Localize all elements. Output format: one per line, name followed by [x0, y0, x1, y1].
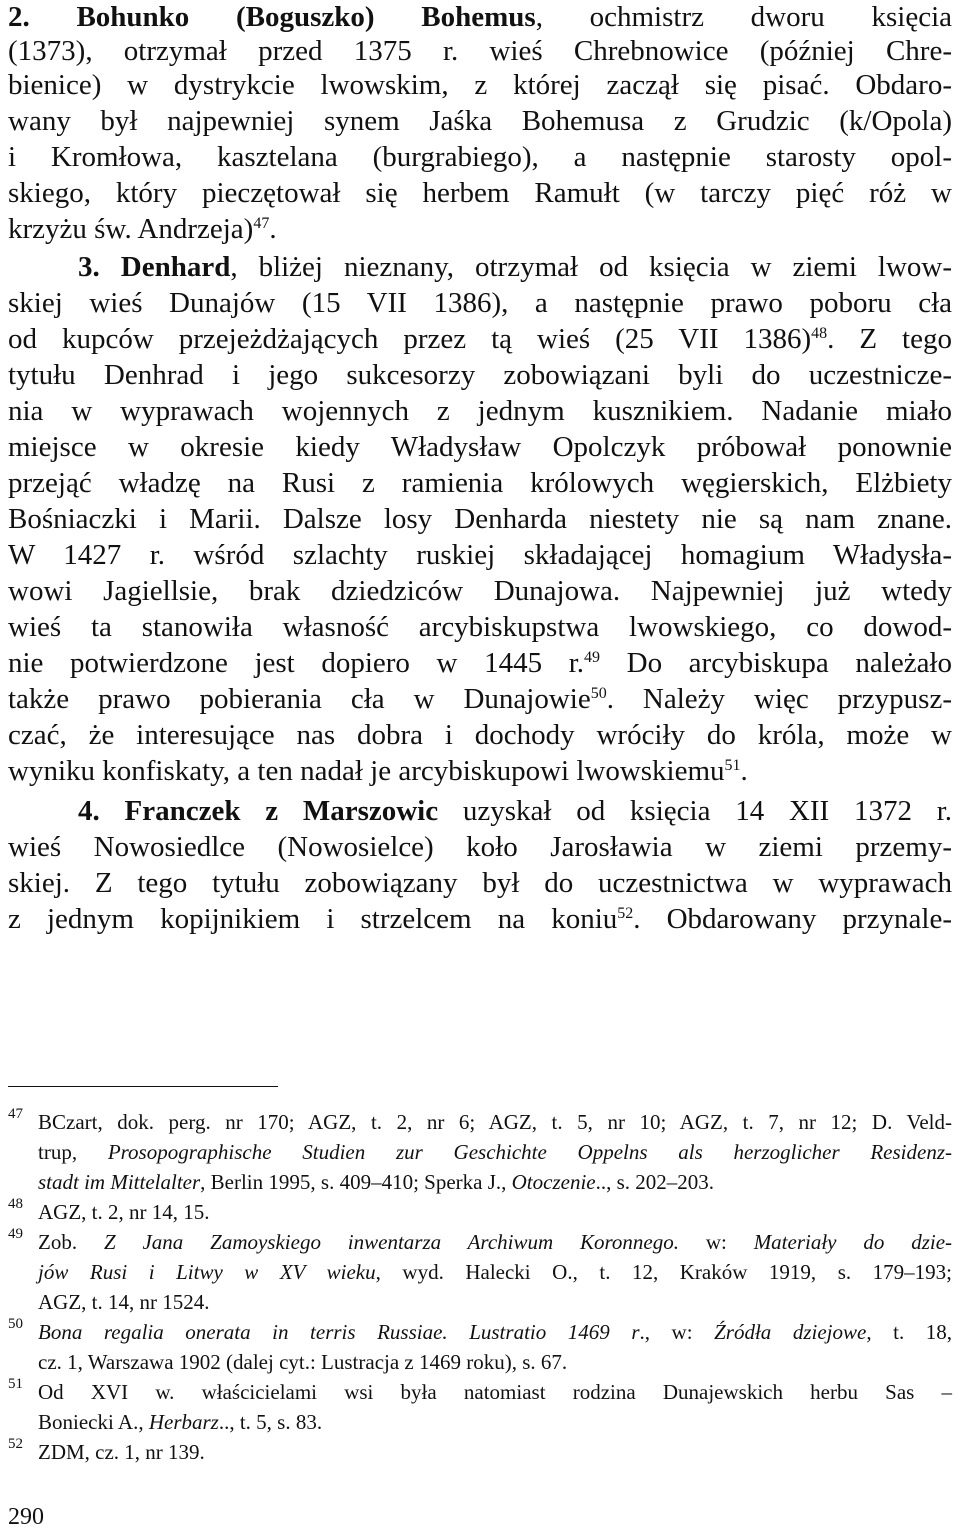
body-line-10: [8, 322, 952, 356]
fn-title: Materiały do dzie-: [753, 1230, 953, 1254]
footnote-ref-50: 50: [590, 685, 607, 702]
body-line-15: Bośniaczki i Marii. Dalsze losy Denharda niestety nie są nam znane.: [8, 503, 952, 535]
fn-title: Bona regalia onerata in terris Russiae. Lustratio 1469 r: [38, 1320, 640, 1344]
footnote-number-48: 48: [8, 1196, 23, 1212]
fn-title: jów Rusi i Litwy w XV wieku: [38, 1260, 376, 1284]
body-line-5: i Kromłowa, kasztelana (burgrabiego), a następnie starosty opol-: [8, 141, 952, 173]
footnote-ref-51: 51: [724, 757, 741, 774]
body-line-25: skiej. Z tego tytułu zobowiązany był do uczestnictwa w wyprawach: [8, 867, 952, 899]
body-line-18: wieś ta stanowiła własność arcybiskupstwa lwowskiego, co dowod-: [8, 611, 952, 643]
line-text-end: .: [269, 213, 277, 245]
footnote-number-52: 52: [8, 1436, 23, 1452]
fn-text: Boniecki A.,: [38, 1410, 149, 1434]
footnote-ref-52: 52: [617, 905, 634, 922]
body-line-22: [8, 754, 952, 788]
line-text-end: .: [740, 755, 748, 787]
body-line-8: [78, 250, 952, 284]
body-line-1: 2. Bohunko (Boguszko) Bohemus, ochmistrz dworu księcia: [8, 1, 952, 33]
body-line-21: czać, że interesujące nas dobra i dochody wróciły do króla, może w: [8, 719, 952, 751]
footnote-47-line-2: [38, 1138, 952, 1166]
line-text: z jednym kopijnikiem i strzelcem na koniu: [8, 903, 618, 935]
footnote-50-line-2: cz. 1, Warszawa 1902 (dalej cyt.: Lustracja z 1469 roku), s. 67.: [38, 1350, 568, 1374]
footnote-51-line-2: [38, 1408, 952, 1436]
body-line-20: [8, 682, 952, 716]
line-text-end: . Obdarowany przynale-: [633, 903, 952, 935]
footnote-51-line-1: Od XVI w. właścicielami wsi była natomiast rodzina Dunajewskich herbu Sas –: [38, 1380, 952, 1404]
line-text: krzyżu św. Andrzeja): [8, 213, 254, 245]
page-number: 290: [8, 1504, 44, 1530]
fn-text: , wyd. Halecki O., t. 12, Kraków 1919, s. 179–193;: [375, 1260, 952, 1284]
entry-3-number: 3.: [78, 251, 100, 283]
footnote-47-line-1: BCzart, dok. perg. nr 170; AGZ, t. 2, nr 6; AGZ, t. 5, nr 10; AGZ, t. 7, nr 12; D. Veld-: [38, 1110, 952, 1134]
line-text: nie potwierdzone jest dopiero w 1445 r.: [8, 647, 585, 679]
footnote-ref-48: 48: [811, 325, 828, 342]
fn-text: .., t. 5, s. 83.: [218, 1410, 323, 1434]
footnote-separator: [8, 1086, 278, 1087]
body-line-19: [8, 646, 952, 680]
footnote-48: AGZ, t. 2, nr 14, 15.: [38, 1200, 210, 1224]
fn-title: Źródła dziejowe: [714, 1320, 867, 1344]
fn-title: Herbarz: [148, 1410, 219, 1434]
line-text-end: . Z tego: [827, 323, 952, 355]
line-text-end: Do arcybiskupa należało: [600, 647, 952, 679]
fn-text: .., s. 202–203.: [595, 1170, 715, 1194]
fn-text: ., w:: [639, 1320, 715, 1344]
footnote-number-51: 51: [8, 1376, 23, 1392]
body-line-14: przejąć władzę na Rusi z ramienia królowych węgierskich, Elżbiety: [8, 467, 952, 499]
body-line-6: skiego, który pieczętował się herbem Ramułt (w tarczy pięć róż w: [8, 177, 952, 209]
footnote-ref-49: 49: [584, 649, 601, 666]
body-line-17: wowi Jagiellsie, brak dziedziców Dunajowa. Najpewniej już wtedy: [8, 575, 952, 607]
body-line-7: [8, 212, 952, 246]
footnote-number-47: 47: [8, 1106, 23, 1122]
entry-4-number: 4.: [78, 795, 100, 827]
fn-text: Zob.: [38, 1230, 104, 1254]
line-text-end: . Należy więc przypusz-: [606, 683, 952, 715]
fn-title: stadt im Mittelalter: [38, 1170, 201, 1194]
footnote-52: ZDM, cz. 1, nr 139.: [38, 1440, 205, 1464]
line-text: także prawo pobierania cła w Dunajowie: [8, 683, 591, 715]
fn-title: Otoczenie: [511, 1170, 596, 1194]
body-line-9: skiej wieś Dunajów (15 VII 1386), a następnie prawo poboru cła: [8, 287, 952, 319]
line-text: , bliżej nieznany, otrzymał od księcia w ziemi lwow-: [230, 251, 953, 283]
footnote-number-49: 49: [8, 1226, 23, 1242]
body-line-3: bienice) w dystrykcie lwowskim, z której zaczął się pisać. Obdaro-: [8, 69, 952, 101]
line-text: od kupców przejeżdżających przez tą wieś (25 VII 1386): [8, 323, 812, 355]
body-line-12: nia w wyprawach wojennych z jednym kusznikiem. Nadanie miało: [8, 395, 952, 427]
footnote-number-50: 50: [8, 1316, 23, 1332]
body-line-2: (1373), otrzymał przed 1375 r. wieś Chrebnowice (później Chre-: [8, 35, 952, 67]
body-line-26: [8, 902, 952, 936]
fn-title: Z Jana Zamoyskiego inwentarza Archiwum Koronnego.: [103, 1230, 679, 1254]
fn-title: Prosopographische Studien zur Geschichte Oppelns als herzoglicher Residenz-: [107, 1140, 952, 1164]
footnote-49-line-3: AGZ, t. 14, nr 1524.: [38, 1290, 210, 1314]
body-line-4: wany był najpewniej synem Jaśka Bohemusa z Grudzic (k/Opola): [8, 105, 952, 137]
body-line-24: wieś Nowosiedlce (Nowosielce) koło Jarosławia w ziemi przemy-: [8, 831, 952, 863]
body-line-23: [78, 794, 952, 828]
body-line-11: tytułu Denhrad i jego sukcesorzy zobowiązani byli do uczestnicze-: [8, 359, 952, 391]
entry-3-name: Denhard: [120, 251, 231, 283]
entry-2-heading-html: 2. Bohunko (Boguszko) Bohemus: [8, 1, 536, 33]
line-text: wyniku konfiskaty, a ten nadał je arcybiskupowi lwowskiemu: [8, 755, 725, 787]
footnote-47-line-3: [38, 1168, 952, 1196]
body-line-13: miejsce w okresie kiedy Władysław Opolczyk próbował ponownie: [8, 431, 952, 463]
footnote-50-line-1: [38, 1318, 952, 1346]
line-text: uzyskał od księcia 14 XII 1372 r.: [438, 795, 953, 827]
fn-text: trup,: [38, 1140, 108, 1164]
fn-text: , t. 18,: [866, 1320, 952, 1344]
footnote-ref-47: 47: [253, 215, 270, 232]
fn-text: w:: [678, 1230, 754, 1254]
body-line-16: W 1427 r. wśród szlachty ruskiej składającej homagium Władysła-: [8, 539, 952, 571]
fn-text: , Berlin 1995, s. 409–410; Sperka J.,: [200, 1170, 512, 1194]
footnote-49-line-1: [38, 1228, 952, 1256]
footnote-49-line-2: [38, 1258, 952, 1286]
entry-4-name: Franczek z Marszowic: [124, 795, 439, 827]
